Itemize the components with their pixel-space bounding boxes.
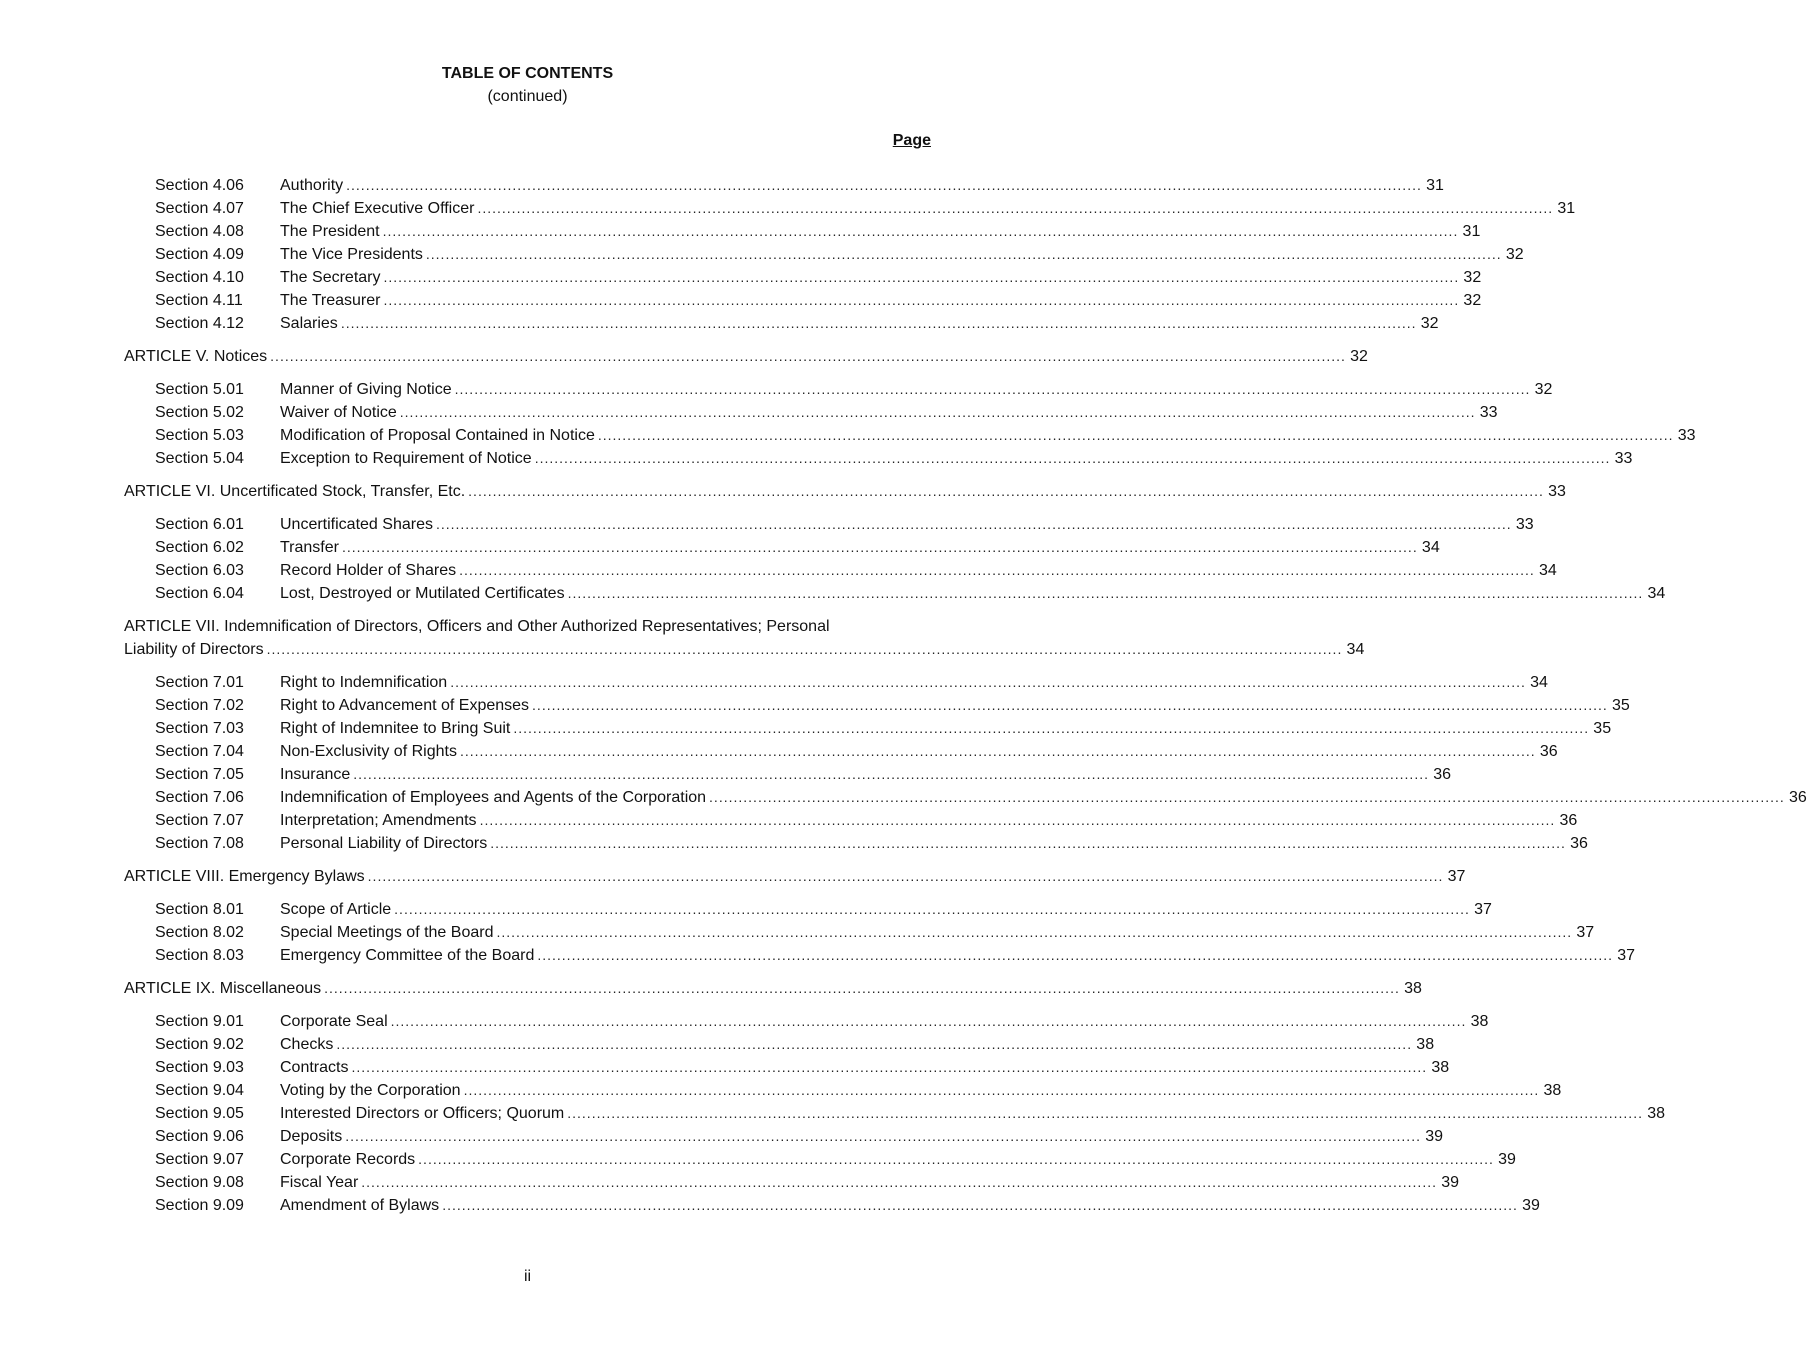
page-ref: 39 [1441, 1174, 1459, 1191]
toc-section-entry[interactable] [124, 447, 1633, 470]
section-title: Transfer [280, 539, 339, 556]
section-title: Scope of Article [280, 901, 392, 918]
page-ref: 32 [1505, 246, 1524, 263]
page-ref: 39 [1522, 1197, 1540, 1214]
section-number: Section 9.02 [155, 1036, 244, 1053]
dot-leader: ............................................................................................................................................................................................................................ [532, 697, 1608, 713]
page-column-header: Page [892, 132, 931, 149]
article-title: ARTICLE V. Notices [124, 348, 268, 365]
section-title: The Chief Executive Officer [280, 200, 475, 217]
section-number: Section 9.05 [155, 1105, 244, 1122]
toc-section-entry[interactable] [124, 786, 1807, 809]
page-ref: 31 [1557, 200, 1576, 217]
section-title: Exception to Requirement of Notice [280, 450, 532, 467]
toc-section-entry[interactable] [124, 1079, 1562, 1102]
section-number: Section 6.04 [155, 585, 244, 602]
toc-section-entry[interactable] [124, 1125, 1443, 1148]
page-ref: 33 [1677, 427, 1696, 444]
dot-leader: ............................................................................................................................................................................................................................ [709, 789, 1785, 805]
section-title: Corporate Seal [280, 1013, 388, 1030]
page-ref: 33 [1614, 450, 1633, 467]
dot-leader: ............................................................................................................................................................................................................................ [459, 743, 1536, 759]
dot-leader: ............................................................................................................................................................................................................................ [351, 1059, 1428, 1075]
page-subtitle: (continued) [487, 88, 568, 105]
page-title: TABLE OF CONTENTS [441, 65, 614, 82]
section-number: Section 4.07 [155, 200, 244, 217]
toc-article-entry[interactable] [124, 480, 1566, 503]
section-title: Personal Liability of Directors [280, 835, 488, 852]
section-title: Waiver of Notice [280, 404, 397, 421]
dot-leader: ............................................................................................................................................................................................................................ [477, 200, 1554, 216]
section-title: Fiscal Year [280, 1174, 359, 1191]
page-number: ii [523, 1268, 532, 1285]
article-title: ARTICLE VI. Uncertificated Stock, Transfer, Etc. [124, 483, 466, 500]
toc-section-entry[interactable] [124, 740, 1558, 763]
dot-leader: ............................................................................................................................................................................................................................ [361, 1174, 1437, 1190]
section-number: Section 7.08 [155, 835, 244, 852]
section-number: Section 7.03 [155, 720, 244, 737]
dot-leader: ............................................................................................................................................................................................................................ [534, 450, 1611, 466]
section-title: Special Meetings of the Board [280, 924, 494, 941]
dot-leader: ............................................................................................................................................................................................................................ [336, 1036, 1413, 1052]
dot-leader: ............................................................................................................................................................................................................................ [490, 835, 1566, 851]
dot-leader: ............................................................................................................................................................................................................................ [435, 516, 1512, 532]
section-title: Right to Indemnification [280, 674, 448, 691]
section-title: Interpretation; Amendments [280, 812, 477, 829]
toc-article-entry[interactable] [124, 865, 1466, 888]
toc-section-entry[interactable] [124, 1171, 1459, 1194]
section-number: Section 6.02 [155, 539, 244, 556]
toc-article-entry[interactable] [124, 615, 1365, 661]
page-ref: 35 [1611, 697, 1630, 714]
dot-leader: ............................................................................................................................................................................................................................ [425, 246, 1502, 262]
section-title: Modification of Proposal Contained in Notice [280, 427, 595, 444]
dot-leader: ............................................................................................................................................................................................................................ [367, 868, 1444, 884]
section-number: Section 4.09 [155, 246, 244, 263]
section-number: Section 8.03 [155, 947, 244, 964]
dot-leader: ............................................................................................................................................................................................................................ [382, 223, 1459, 239]
page-ref: 31 [1426, 177, 1444, 194]
toc-section-entry[interactable] [124, 582, 1666, 605]
section-title: Contracts [280, 1059, 349, 1076]
page-ref: 38 [1543, 1082, 1562, 1099]
toc-section-entry[interactable] [124, 536, 1440, 559]
toc-section-entry[interactable] [124, 243, 1524, 266]
toc-section-entry[interactable] [124, 312, 1439, 335]
page-ref: 34 [1539, 562, 1557, 579]
toc-section-entry[interactable] [124, 289, 1482, 312]
dot-leader: ............................................................................................................................................................................................................................ [383, 269, 1460, 285]
page-ref: 34 [1421, 539, 1440, 556]
toc-section-entry[interactable] [124, 1102, 1665, 1125]
page-ref: 32 [1350, 348, 1368, 365]
section-number: Section 6.01 [155, 516, 244, 533]
section-number: Section 7.04 [155, 743, 244, 760]
page-ref: 38 [1404, 980, 1422, 997]
section-number: Section 6.03 [155, 562, 244, 579]
section-title: Voting by the Corporation [280, 1082, 461, 1099]
section-title: Insurance [280, 766, 351, 783]
section-number: Section 9.03 [155, 1059, 244, 1076]
page-ref: 34 [1346, 641, 1365, 658]
toc-section-entry[interactable] [124, 898, 1492, 921]
toc-section-entry[interactable] [124, 809, 1578, 832]
dot-leader: ............................................................................................................................................................................................................................ [454, 381, 1531, 397]
section-title: The Treasurer [280, 292, 381, 309]
page-ref: 36 [1433, 766, 1451, 783]
page-ref: 37 [1447, 868, 1466, 885]
toc-section-entry[interactable] [124, 832, 1588, 855]
dot-leader: ............................................................................................................................................................................................................................ [394, 901, 1470, 917]
dot-leader: ............................................................................................................................................................................................................................ [450, 674, 1526, 690]
section-number: Section 7.06 [155, 789, 244, 806]
toc-section-entry[interactable] [124, 1033, 1435, 1056]
dot-leader: ............................................................................................................................................................................................................................ [341, 539, 1418, 555]
page-ref: 38 [1647, 1105, 1665, 1122]
section-number: Section 7.01 [155, 674, 244, 691]
section-title: The Secretary [280, 269, 381, 286]
section-title: Deposits [280, 1128, 343, 1145]
section-number: Section 4.11 [155, 292, 243, 309]
toc-section-entry[interactable] [124, 266, 1482, 289]
section-number: Section 9.08 [155, 1174, 244, 1191]
section-title: Interested Directors or Officers; Quorum [280, 1105, 565, 1122]
section-number: Section 7.05 [155, 766, 244, 783]
page-ref: 36 [1559, 812, 1578, 829]
toc-section-entry[interactable] [124, 763, 1451, 786]
dot-leader: ............................................................................................................................................................................................................................ [496, 924, 1573, 940]
page-ref: 34 [1530, 674, 1548, 691]
toc-section-entry[interactable] [124, 174, 1444, 197]
article-title: ARTICLE VIII. Emergency Bylaws [124, 868, 365, 885]
toc-section-entry[interactable] [124, 378, 1553, 401]
table-of-contents [124, 174, 1807, 1217]
section-title: The President [280, 223, 380, 240]
page-ref: 38 [1470, 1013, 1489, 1030]
section-number: Section 9.07 [155, 1151, 244, 1168]
page-ref: 37 [1474, 901, 1492, 918]
toc-article-entry[interactable] [124, 345, 1368, 368]
section-title: Indemnification of Employees and Agents of the Corporation [280, 789, 707, 806]
dot-leader: ............................................................................................................................................................................................................................ [399, 404, 1476, 420]
dot-leader: ............................................................................................................................................................................................................................ [346, 177, 1422, 193]
page-ref: 38 [1431, 1059, 1450, 1076]
section-number: Section 4.08 [155, 223, 244, 240]
section-title: Manner of Giving Notice [280, 381, 452, 398]
page-ref: 36 [1570, 835, 1588, 852]
section-title: The Vice Presidents [280, 246, 423, 263]
toc-section-entry[interactable] [124, 921, 1595, 944]
toc-section-entry[interactable] [124, 401, 1498, 424]
dot-leader: ............................................................................................................................................................................................................................ [567, 1105, 1643, 1121]
page-ref: 32 [1463, 269, 1482, 286]
section-number: Section 8.02 [155, 924, 244, 941]
section-title: Emergency Committee of the Board [280, 947, 535, 964]
dot-leader: ............................................................................................................................................................................................................................ [418, 1151, 1494, 1167]
toc-section-entry[interactable] [124, 944, 1636, 967]
page-ref: 32 [1463, 292, 1482, 309]
section-number: Section 9.04 [155, 1082, 244, 1099]
page-ref: 38 [1416, 1036, 1435, 1053]
section-number: Section 4.12 [155, 315, 244, 332]
toc-section-entry[interactable] [124, 1056, 1450, 1079]
section-number: Section 7.07 [155, 812, 244, 829]
toc-section-entry[interactable] [124, 559, 1557, 582]
dot-leader: ............................................................................................................................................................................................................................ [353, 766, 1429, 782]
section-title: Authority [280, 177, 344, 194]
section-number: Section 5.02 [155, 404, 244, 421]
page-ref: 34 [1647, 585, 1666, 602]
page-ref: 33 [1515, 516, 1534, 533]
section-number: Section 5.03 [155, 427, 244, 444]
dot-leader: ............................................................................................................................................................................................................................ [340, 315, 1417, 331]
dot-leader: ............................................................................................................................................................................................................................ [345, 1128, 1421, 1144]
toc-section-entry[interactable] [124, 1194, 1540, 1217]
section-number: Section 5.01 [155, 381, 244, 398]
article-title: ARTICLE IX. Miscellaneous [124, 980, 322, 997]
dot-leader: ............................................................................................................................................................................................................................ [479, 812, 1556, 828]
section-title: Right to Advancement of Expenses [280, 697, 530, 714]
dot-leader: ............................................................................................................................................................................................................................ [468, 483, 1544, 499]
page-ref: 39 [1425, 1128, 1443, 1145]
section-number: Section 4.06 [155, 177, 244, 194]
page-ref: 36 [1788, 789, 1807, 806]
dot-leader: ............................................................................................................................................................................................................................ [266, 641, 1343, 657]
toc-section-entry[interactable] [124, 197, 1576, 220]
dot-leader: ............................................................................................................................................................................................................................ [390, 1013, 1467, 1029]
page-ref: 35 [1593, 720, 1612, 737]
page-ref: 39 [1498, 1151, 1516, 1168]
section-number: Section 8.01 [155, 901, 244, 918]
section-title: Uncertificated Shares [280, 516, 433, 533]
article-title-line1: ARTICLE VII. Indemnification of Directors, Officers and Other Authorized Representatives; Personal [124, 618, 830, 635]
section-number: Section 9.09 [155, 1197, 244, 1214]
section-title: Amendment of Bylaws [280, 1197, 440, 1214]
page-ref: 36 [1539, 743, 1558, 760]
section-title: Salaries [280, 315, 338, 332]
dot-leader: ............................................................................................................................................................................................................................ [270, 348, 1346, 364]
toc-section-entry[interactable] [124, 424, 1696, 447]
section-number: Section 5.04 [155, 450, 244, 467]
article-title: Liability of Directors [124, 641, 264, 658]
section-title: Corporate Records [280, 1151, 416, 1168]
toc-section-entry[interactable] [124, 220, 1481, 243]
dot-leader: ............................................................................................................................................................................................................................ [597, 427, 1674, 443]
page-ref: 37 [1576, 924, 1595, 941]
section-title: Lost, Destroyed or Mutilated Certificates [280, 585, 565, 602]
page-ref: 37 [1617, 947, 1636, 964]
toc-section-entry[interactable] [124, 1148, 1516, 1171]
section-title: Record Holder of Shares [280, 562, 457, 579]
toc-section-entry[interactable] [124, 671, 1548, 694]
section-number: Section 4.10 [155, 269, 244, 286]
dot-leader: ............................................................................................................................................................................................................................ [463, 1082, 1540, 1098]
toc-section-entry[interactable] [124, 513, 1534, 536]
dot-leader: ............................................................................................................................................................................................................................ [442, 1197, 1518, 1213]
section-title: Checks [280, 1036, 334, 1053]
dot-leader: ............................................................................................................................................................................................................................ [537, 947, 1614, 963]
dot-leader: ............................................................................................................................................................................................................................ [324, 980, 1400, 996]
toc-article-entry[interactable] [124, 977, 1422, 1000]
dot-leader: ............................................................................................................................................................................................................................ [513, 720, 1590, 736]
section-number: Section 9.01 [155, 1013, 244, 1030]
section-title: Right of Indemnitee to Bring Suit [280, 720, 511, 737]
toc-section-entry[interactable] [124, 1010, 1489, 1033]
dot-leader: ............................................................................................................................................................................................................................ [459, 562, 1535, 578]
toc-section-entry[interactable] [124, 717, 1612, 740]
page-ref: 33 [1548, 483, 1566, 500]
page-ref: 32 [1534, 381, 1553, 398]
dot-leader: ............................................................................................................................................................................................................................ [383, 292, 1460, 308]
section-number: Section 7.02 [155, 697, 244, 714]
section-title: Non-Exclusivity of Rights [280, 743, 457, 760]
toc-section-entry[interactable] [124, 694, 1630, 717]
dot-leader: ............................................................................................................................................................................................................................ [567, 585, 1644, 601]
section-number: Section 9.06 [155, 1128, 244, 1145]
page-ref: 32 [1420, 315, 1439, 332]
page-ref: 33 [1479, 404, 1498, 421]
page-ref: 31 [1462, 223, 1481, 240]
